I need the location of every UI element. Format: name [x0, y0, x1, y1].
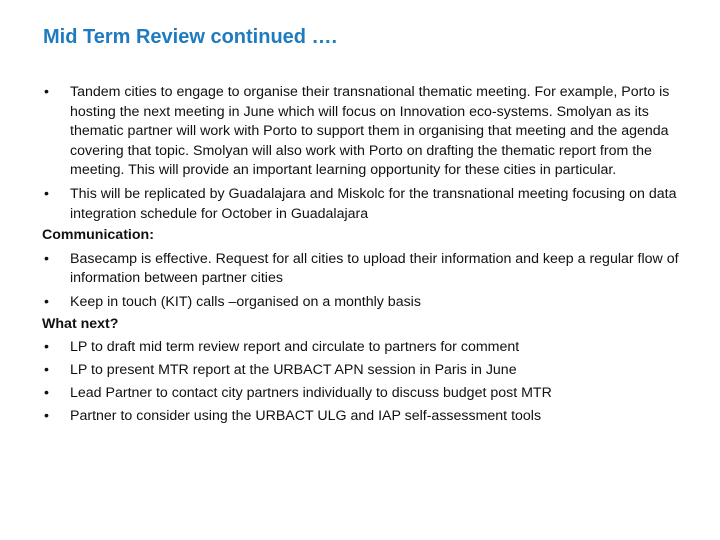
- bullet-icon: •: [44, 84, 49, 100]
- bullet-text: Tandem cities to engage to organise their transnational thematic meeting. For example, Porto is hosting the next meeting in June which will focus on Innovation eco-systems. Smolyan as its thematic partner will work with Porto to support them in organising that meeting and the agenda covering that topic. Smolyan will also work with Porto on drafting the thematic report from the meeting. This will provide an important learning opportunity for these cities in particular.: [70, 84, 670, 179]
- bullet-icon: •: [44, 185, 49, 202]
- slide-content: [42, 83, 682, 427]
- bullet-icon: •: [44, 384, 49, 401]
- bullet-item: [42, 250, 682, 289]
- what-next-section: [42, 315, 682, 427]
- what-next-heading: What next?: [42, 315, 119, 332]
- bullet-icon: •: [44, 361, 49, 378]
- bullet-text: Lead Partner to contact city partners individually to discuss budget post MTR: [70, 384, 552, 401]
- bullet-text: Partner to consider using the URBACT ULG and IAP self-assessment tools: [70, 407, 542, 424]
- bullet-item: [42, 293, 682, 313]
- bullet-item: [42, 361, 682, 381]
- bullet-text: Keep in touch (KIT) calls –organised on a monthly basis: [70, 293, 421, 310]
- bullet-icon: •: [44, 250, 49, 267]
- bullet-icon: •: [44, 407, 49, 424]
- bullet-item: [42, 338, 682, 358]
- bullet-text: This will be replicated by Guadalajara and Miskolc for the transnational meeting focusing on data integration schedule for October in Guadalajara: [70, 185, 677, 222]
- slide-title: Mid Term Review continued ….: [43, 26, 338, 48]
- bullet-item: [42, 384, 682, 404]
- bullet-item: [42, 407, 682, 427]
- bullet-text: LP to draft mid term review report and circulate to partners for comment: [70, 338, 520, 355]
- bullet-item: [42, 83, 682, 181]
- bullet-item: [42, 185, 682, 224]
- communication-heading: Communication:: [42, 227, 154, 244]
- bullet-icon: •: [44, 338, 49, 355]
- bullet-text: Basecamp is effective. Request for all cities to upload their information and keep a regular flow of information between partner cities: [70, 250, 679, 287]
- bullet-text: LP to present MTR report at the URBACT APN session in Paris in June: [70, 361, 517, 378]
- bullet-icon: •: [44, 293, 49, 310]
